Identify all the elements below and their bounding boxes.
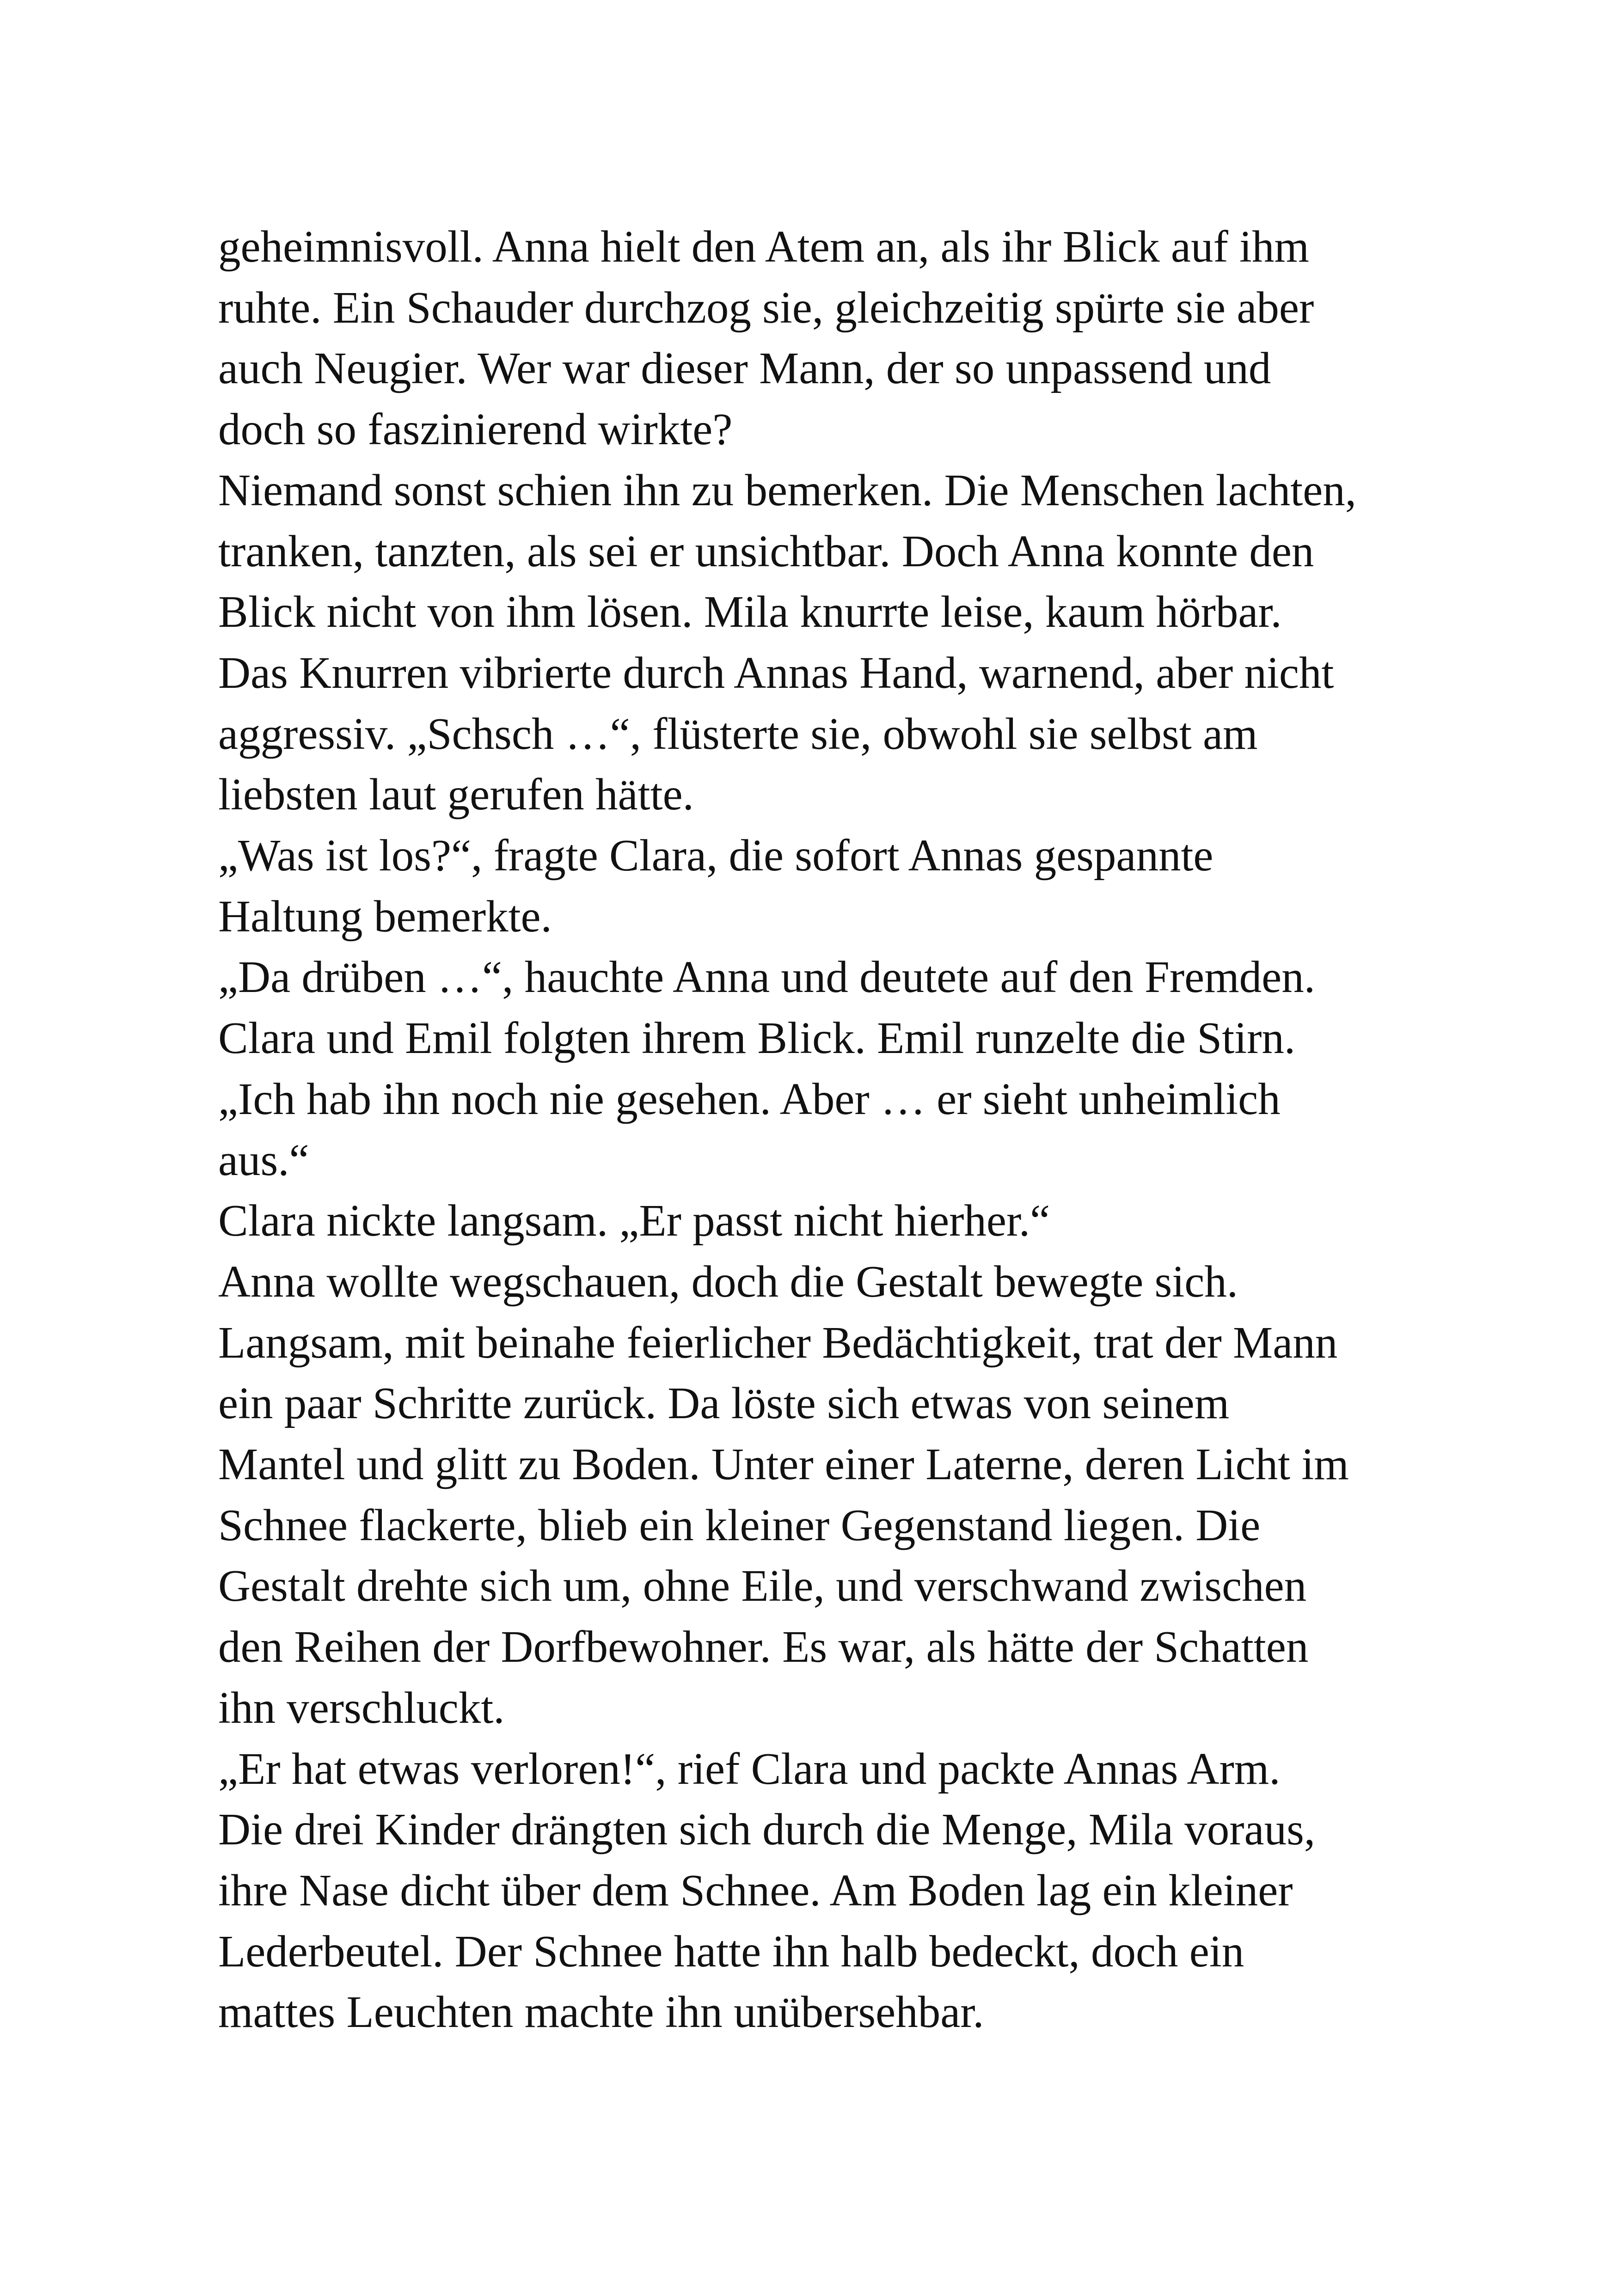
text-line: Lederbeutel. Der Schnee hatte ihn halb bedeckt, doch ein — [218, 1926, 1244, 1976]
text-line: auch Neugier. Wer war dieser Mann, der so unpassend und — [218, 343, 1271, 393]
text-line: Clara nickte langsam. „Er passt nicht hierher.“ — [218, 1196, 1050, 1246]
text-line: aggressiv. „Schsch …“, flüsterte sie, obwohl sie selbst am — [218, 709, 1258, 759]
text-line: Mantel und glitt zu Boden. Unter einer Laterne, deren Licht im — [218, 1439, 1349, 1489]
text-line: Blick nicht von ihm lösen. Mila knurrte leise, kaum hörbar. — [218, 587, 1282, 637]
text-line: Haltung bemerkte. — [218, 891, 552, 941]
text-line: Niemand sonst schien ihn zu bemerken. Die Menschen lachten, — [218, 465, 1356, 515]
text-line: Anna wollte wegschauen, doch die Gestalt bewegte sich. — [218, 1256, 1238, 1306]
text-line: „Ich hab ihn noch nie gesehen. Aber … er sieht unheimlich — [218, 1074, 1281, 1124]
text-line: ein paar Schritte zurück. Da löste sich etwas von seinem — [218, 1378, 1230, 1428]
text-line: doch so faszinierend wirkte? — [218, 404, 733, 454]
text-line: aus.“ — [218, 1135, 309, 1185]
text-line: Clara und Emil folgten ihrem Blick. Emil runzelte die Stirn. — [218, 1013, 1296, 1063]
text-line: ihn verschluckt. — [218, 1683, 505, 1733]
text-line: Gestalt drehte sich um, ohne Eile, und verschwand zwischen — [218, 1561, 1307, 1611]
text-line: liebsten laut gerufen hätte. — [218, 770, 694, 820]
text-line: „Was ist los?“, fragte Clara, die sofort Annas gespannte — [218, 831, 1214, 881]
text-line: geheimnisvoll. Anna hielt den Atem an, als ihr Blick auf ihm — [218, 222, 1309, 271]
body-text — [218, 216, 1489, 2043]
text-line: Langsam, mit beinahe feierlicher Bedächtigkeit, trat der Mann — [218, 1317, 1338, 1367]
text-line: mattes Leuchten machte ihn unübersehbar. — [218, 1987, 984, 2037]
text-line: tranken, tanzten, als sei er unsichtbar. Doch Anna konnte den — [218, 526, 1314, 576]
text-line: Die drei Kinder drängten sich durch die Menge, Mila voraus, — [218, 1805, 1316, 1855]
text-line: ihre Nase dicht über dem Schnee. Am Boden lag ein kleiner — [218, 1865, 1293, 1915]
text-line: „Er hat etwas verloren!“, rief Clara und packte Annas Arm. — [218, 1744, 1281, 1794]
text-line: den Reihen der Dorfbewohner. Es war, als hätte der Schatten — [218, 1622, 1309, 1672]
text-line: ruhte. Ein Schauder durchzog sie, gleichzeitig spürte sie aber — [218, 282, 1314, 332]
text-line: „Da drüben …“, hauchte Anna und deutete auf den Fremden. — [218, 952, 1315, 1002]
text-line: Schnee flackerte, blieb ein kleiner Gegenstand liegen. Die — [218, 1500, 1261, 1550]
text-line: Das Knurren vibrierte durch Annas Hand, warnend, aber nicht — [218, 648, 1334, 698]
